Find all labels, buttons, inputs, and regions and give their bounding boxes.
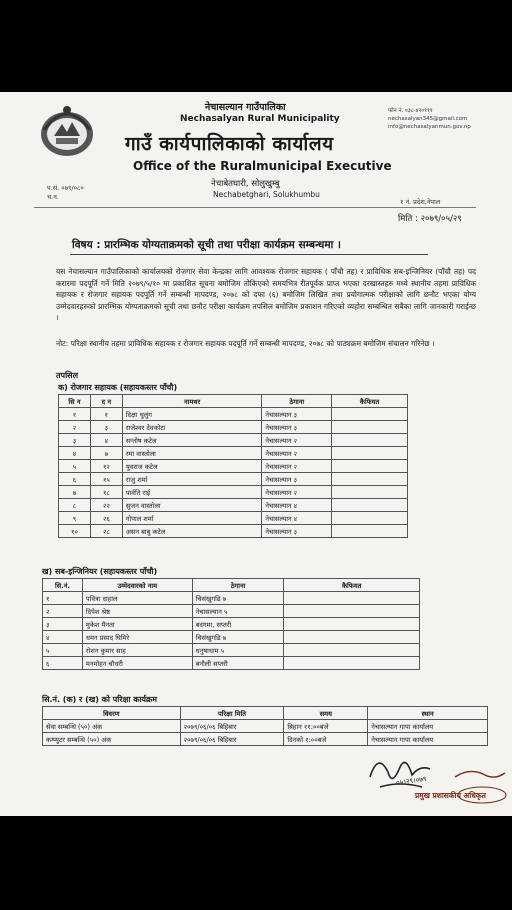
table-cell: १२ bbox=[90, 460, 122, 473]
table-a-row bbox=[59, 512, 408, 525]
table-a-row bbox=[59, 525, 408, 538]
table-cell: बनौली सप्तरी bbox=[192, 657, 284, 670]
table-cell: नेचासल्यान २ bbox=[262, 486, 332, 499]
table-a-row bbox=[59, 486, 408, 499]
table-cell: २ bbox=[43, 605, 83, 618]
table-a-row bbox=[59, 473, 408, 486]
table-cell: २६ bbox=[90, 512, 122, 525]
table-cell bbox=[284, 618, 420, 631]
table-cell: नेचासल्यान २ bbox=[262, 460, 332, 473]
table-cell: ७ bbox=[90, 447, 122, 460]
table-cell: २०७९/०६/०६ बिहिबार bbox=[180, 733, 284, 746]
table-cell: बिहान ११:००बजे bbox=[284, 720, 368, 733]
table-cell: नेचासल्यान ५ bbox=[192, 605, 284, 618]
table-cell: राजु शर्मा bbox=[122, 473, 262, 486]
table-cell: धमन प्रसाद घिमिरे bbox=[82, 631, 192, 644]
table-b-row bbox=[43, 592, 420, 605]
table-c-header-cell: विवरण bbox=[43, 707, 181, 720]
table-cell: गोपाल शर्मा bbox=[122, 512, 262, 525]
table-cell: असन बाबु कटेल bbox=[122, 525, 262, 538]
table-cell: १८ bbox=[90, 486, 122, 499]
table-cell: दिनको १:००बजे bbox=[284, 733, 368, 746]
table-cell bbox=[332, 473, 408, 486]
table-cell: रमा वास्तोला bbox=[122, 447, 262, 460]
table-b-header-row bbox=[43, 579, 420, 592]
table-cell: रोशन कुमार साह bbox=[82, 644, 192, 657]
table-cell bbox=[332, 486, 408, 499]
table-c-header-cell: परिक्षा मिति bbox=[180, 707, 284, 720]
tapsil-label: तपसिल bbox=[56, 371, 79, 380]
table-cell: ३ bbox=[59, 434, 91, 447]
table-c-header-cell: स्थान bbox=[368, 707, 488, 720]
table-b-header-cell: ठेगाना bbox=[192, 579, 284, 592]
table-cell: ६ bbox=[59, 473, 91, 486]
table-a bbox=[58, 394, 408, 538]
table-cell: नेचासल्यान ३ bbox=[262, 408, 332, 421]
table-cell bbox=[284, 592, 420, 605]
table-cell bbox=[332, 434, 408, 447]
table-cell: नेचासल्यान गापा कार्यालय bbox=[368, 733, 488, 746]
table-b-row bbox=[43, 605, 420, 618]
signature-date: ०५।२९।०७९ bbox=[395, 774, 428, 788]
table-cell: ५ bbox=[59, 460, 91, 473]
table-cell: २०७९/०६/०६ बिहिबार bbox=[180, 720, 284, 733]
table-cell: चिसंखुगढि ७ bbox=[192, 592, 284, 605]
table-cell: नेचासल्यान ३ bbox=[262, 473, 332, 486]
table-cell: २ bbox=[59, 421, 91, 434]
table-b-header-cell: उम्मेदवारको नाम bbox=[82, 579, 192, 592]
table-c-header-row bbox=[43, 707, 488, 720]
table-a-header-cell: कैफियत bbox=[332, 395, 408, 408]
table-cell: युवराज कटेल bbox=[122, 460, 262, 473]
body-paragraph: यस नेचासल्यान गाउँपालिकाको कार्यालयको रोजगार सेवा केन्द्रका लागि आवश्यक रोजगार सहायक ( पाँचौ तह) र प्राविधिक सब-इन्जिनियर (पाँचौ तह) पद करारमा पदपूर्ति गर्ने मिति २०७९/५/१० मा प्रकाशित सूचना बमोजिम तोकिएको समयभित्र रीतपूर्वक प्राप्त भएका दरखास्तहरु मध्ये स्थानीय तहमा प्राविधिक सहायक र रोजगार सहायक पदपूर्ति गर्ने सम्बन्धी मापदण्ड, २०७८ को दफा (६) बमोजिम लिखित तथा प्रयोगात्मक परीक्षाको लागि छनौट भएका योग्य उम्मेदवारहरुको प्रारम्भिक योग्यताक्रमको सूची तथा छनौट परीक्षा कार्यक्रम तपसिल बमोजिम प्रकाशन गरिएको व्यहोरा सम्बन्धित सबैका लागि जानकारी गराईन्छ । bbox=[56, 267, 476, 322]
table-b-title: ख) सब-इन्जिनियर (सहायकस्तर पाँचौ) bbox=[42, 567, 158, 576]
subject-underline bbox=[70, 254, 428, 255]
table-c-row bbox=[43, 733, 488, 746]
table-a-header-row bbox=[59, 395, 408, 408]
letter-page bbox=[0, 92, 512, 816]
table-cell: नेचासल्यान ४ bbox=[262, 512, 332, 525]
table-c bbox=[42, 706, 488, 746]
table-cell: २८ bbox=[90, 525, 122, 538]
contact-block bbox=[388, 107, 471, 131]
table-cell: राजेश्वर देवकोटा bbox=[122, 421, 262, 434]
signature-area bbox=[360, 747, 510, 816]
table-a-row bbox=[59, 499, 408, 512]
municipality-name-np: नेचासल्यान गाउँपालिका bbox=[205, 102, 286, 113]
table-cell: १० bbox=[59, 525, 91, 538]
table-cell: ४ bbox=[43, 631, 83, 644]
table-cell: नेचासल्यान २ bbox=[262, 447, 332, 460]
table-cell bbox=[332, 421, 408, 434]
table-a-row bbox=[59, 447, 408, 460]
table-cell: मनमोहन चौधरी bbox=[82, 657, 192, 670]
municipality-name-en: Nechasalyan Rural Municipality bbox=[180, 114, 340, 124]
table-cell: सेवा सम्बन्धि (५०) अंक bbox=[43, 720, 181, 733]
table-b-row bbox=[43, 618, 420, 631]
table-a-header-cell: नामथर bbox=[122, 395, 262, 408]
table-b-row bbox=[43, 657, 420, 670]
table-cell bbox=[284, 605, 420, 618]
table-cell bbox=[332, 408, 408, 421]
table-b-header-cell: सि.नं. bbox=[43, 579, 83, 592]
table-cell: ४ bbox=[90, 434, 122, 447]
table-cell: नेचासल्यान २ bbox=[262, 434, 332, 447]
table-cell: नेचासल्यान ४ bbox=[262, 499, 332, 512]
office-name-np: गाउँ कार्यपालिकाको कार्यालय bbox=[125, 133, 334, 155]
header-divider bbox=[34, 207, 476, 208]
table-cell: चिसंखुगढि ७ bbox=[192, 631, 284, 644]
reference-block bbox=[47, 184, 84, 202]
table-cell: बदगमा, सप्तरी bbox=[192, 618, 284, 631]
table-cell: नेचासल्यान ३ bbox=[262, 525, 332, 538]
address-np: नेचाबेतघारी, सोलुखुम्बु bbox=[211, 179, 280, 189]
table-cell: मुकेश मैनता bbox=[82, 618, 192, 631]
table-cell: पवित्रा दाहाल bbox=[82, 592, 192, 605]
handwritten-signature bbox=[360, 747, 510, 816]
table-cell: ३ bbox=[90, 421, 122, 434]
table-a-row bbox=[59, 408, 408, 421]
table-b-row bbox=[43, 631, 420, 644]
table-b bbox=[42, 578, 420, 670]
table-cell: ९ bbox=[59, 512, 91, 525]
table-cell: १ bbox=[90, 408, 122, 421]
table-c-row bbox=[43, 720, 488, 733]
letter-date: मिति : २०७९/०५/२९ bbox=[398, 214, 462, 224]
table-cell bbox=[332, 447, 408, 460]
table-a-title: क) रोजगार सहायक (सहायकस्तर पाँचौ) bbox=[58, 383, 178, 392]
contact-email-1: nechasalyan345@gmail.com bbox=[388, 116, 468, 122]
table-cell bbox=[332, 460, 408, 473]
table-cell: धनुषाधाम ५ bbox=[192, 644, 284, 657]
table-cell bbox=[332, 512, 408, 525]
subject-line: विषय : प्रारम्भिक योग्यताक्रमको सूची तथा परीक्षा कार्यक्रम सम्बन्धमा । bbox=[72, 239, 341, 251]
table-a-header-cell: द न bbox=[90, 395, 122, 408]
table-cell: पार्वति राई bbox=[122, 486, 262, 499]
table-cell bbox=[284, 657, 420, 670]
table-cell: दिक्षा थुलुंग bbox=[122, 408, 262, 421]
table-cell: दिपेश श्रेष्ठ bbox=[82, 605, 192, 618]
table-cell: ३ bbox=[43, 618, 83, 631]
table-a-row bbox=[59, 421, 408, 434]
table-b-header-cell: कैफियत bbox=[284, 579, 420, 592]
table-c-title: सि.नं. (क) र (ख) को परिक्षा कार्यक्रम bbox=[42, 695, 157, 704]
table-cell bbox=[284, 644, 420, 657]
table-cell: १५ bbox=[90, 473, 122, 486]
table-cell: १ bbox=[43, 592, 83, 605]
contact-phone: फोन नं. ०३८-४२०१११ bbox=[388, 108, 433, 114]
table-cell: सन्तोष कटेल bbox=[122, 434, 262, 447]
signatory-designation: प्रमुख प्रशासकीय अधिकृत bbox=[415, 791, 486, 800]
chalani-number: च.न. bbox=[47, 193, 59, 201]
address-en: Nechabetghari, Solukhumbu bbox=[213, 190, 320, 199]
table-cell: ६ bbox=[43, 657, 83, 670]
table-a-row bbox=[59, 434, 408, 447]
office-name-en: Office of the Ruralmunicipal Executive bbox=[133, 159, 392, 173]
province-label: १ नं. प्रदेश,नेपाल bbox=[400, 198, 441, 206]
table-cell bbox=[332, 499, 408, 512]
table-cell: ८ bbox=[59, 499, 91, 512]
table-cell bbox=[284, 631, 420, 644]
patra-sankhya: प.सं. ०७९/०८० bbox=[47, 184, 84, 192]
contact-email-2: info@nechasalyanmun.gov.np bbox=[388, 124, 471, 130]
table-cell: ७ bbox=[59, 486, 91, 499]
table-b-row bbox=[43, 644, 420, 657]
table-a-row bbox=[59, 460, 408, 473]
table-cell: सुजन वास्तोला bbox=[122, 499, 262, 512]
table-cell: ५ bbox=[43, 644, 83, 657]
government-emblem-logo bbox=[36, 102, 98, 160]
note-paragraph: नोट: परिक्षा स्थानीय तहमा प्राविधिक सहायक र रोजगार सहायक पदपूर्ति गर्ने सम्बन्धी मापदण्ड, २०७८ को पाठ्यक्रम बमोजिम संचालन गरिनेछ । bbox=[56, 339, 435, 348]
table-cell: ४ bbox=[59, 447, 91, 460]
table-cell: कम्प्युटर सम्बन्धि (५०) अंक bbox=[43, 733, 181, 746]
table-a-header-cell: ठेगाना bbox=[262, 395, 332, 408]
table-a-header-cell: सि न bbox=[59, 395, 91, 408]
table-cell: १ bbox=[59, 408, 91, 421]
table-cell: २२ bbox=[90, 499, 122, 512]
table-cell bbox=[332, 525, 408, 538]
table-cell: नेचासल्यान ३ bbox=[262, 421, 332, 434]
table-cell: नेचासल्यान गापा कार्यालय bbox=[368, 720, 488, 733]
table-c-header-cell: समय bbox=[284, 707, 368, 720]
